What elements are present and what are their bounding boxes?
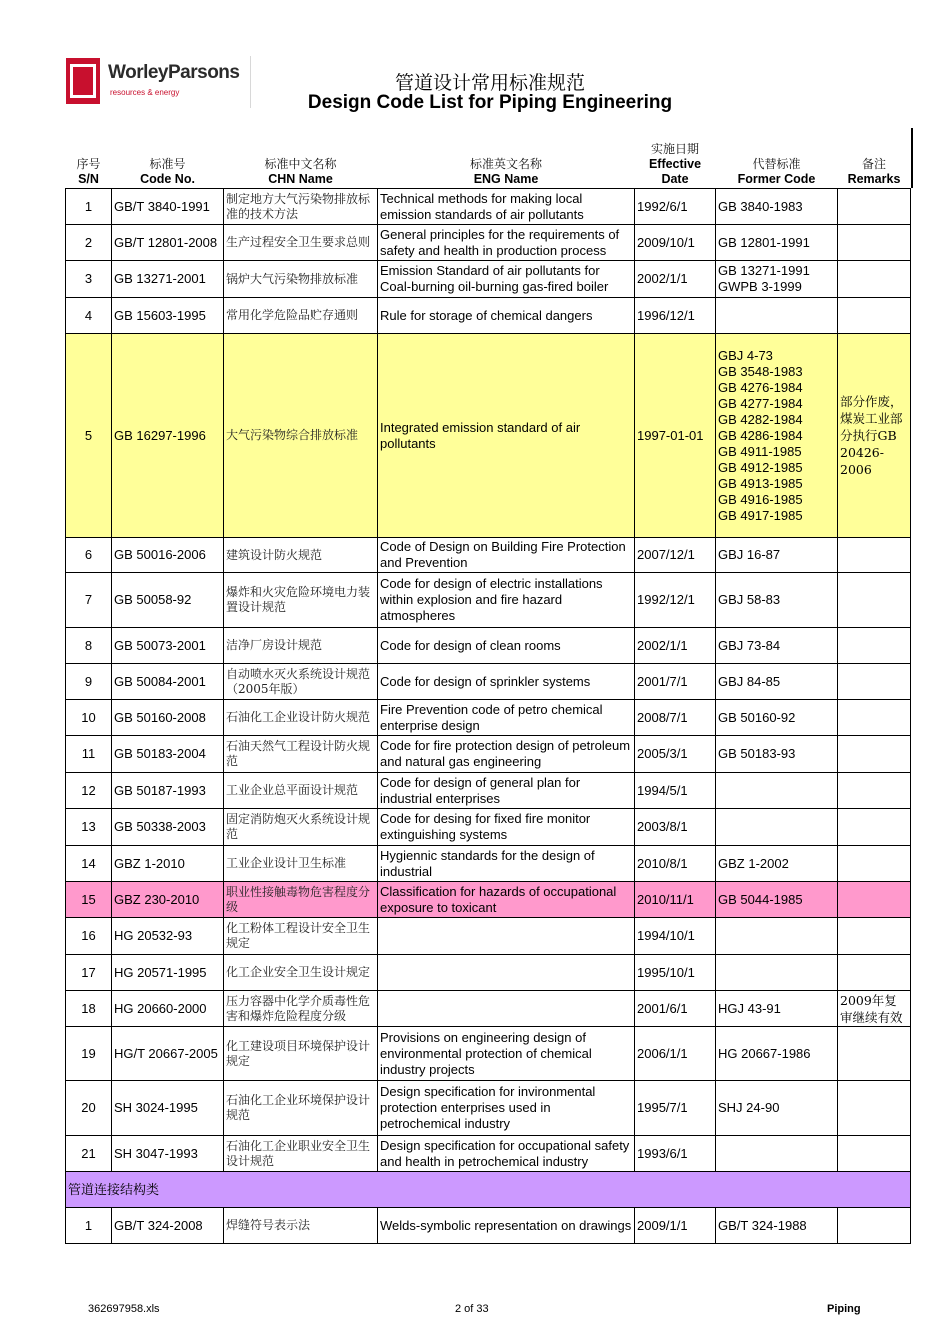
chn-name-cell: 石油化工企业设计防火规范 xyxy=(224,700,378,736)
eng-name-cell: Hygiennic standards for the design of industrial xyxy=(378,846,635,882)
sn-cell: 18 xyxy=(66,991,112,1027)
remarks-cell xyxy=(838,700,911,736)
table-row xyxy=(66,538,911,573)
remarks-cell xyxy=(838,225,911,261)
remarks-cell xyxy=(838,664,911,700)
date-cell: 2007/12/1 xyxy=(635,538,716,573)
remarks-cell xyxy=(838,1208,911,1244)
remarks-cell xyxy=(838,261,911,298)
header-sn: 序号 S/N xyxy=(76,157,101,186)
former-code-cell: GB/T 324-1988 xyxy=(716,1208,838,1244)
chn-name-cell: 石油化工企业环境保护设计规范 xyxy=(224,1081,378,1136)
former-code-cell: SHJ 24-90 xyxy=(716,1081,838,1136)
former-code-cell: GB 13271-1991 GWPB 3-1999 xyxy=(716,261,838,298)
footer-filename: 362697958.xls xyxy=(88,1303,160,1315)
date-cell: 2009/1/1 xyxy=(635,1208,716,1244)
date-cell: 1995/10/1 xyxy=(635,955,716,991)
remarks-cell xyxy=(838,882,911,918)
table-row xyxy=(66,918,911,955)
date-cell: 2006/1/1 xyxy=(635,1027,716,1081)
former-code-cell: GBZ 1-2002 xyxy=(716,846,838,882)
sn-cell: 14 xyxy=(66,846,112,882)
sn-cell: 20 xyxy=(66,1081,112,1136)
header-former-code: 代替标准 Former Code xyxy=(737,157,816,186)
sn-cell: 6 xyxy=(66,538,112,573)
eng-name-cell: Design specification for occupational safety and health in petrochemical industry xyxy=(378,1136,635,1172)
header-eng-name: 标准英文名称 ENG Name xyxy=(469,157,542,186)
eng-name-cell: Code for design of electric installations within explosion and fire hazard atmospheres xyxy=(378,573,635,628)
eng-name-cell: Integrated emission standard of air pollutants xyxy=(378,334,635,538)
sn-cell: 1 xyxy=(66,1208,112,1244)
chn-name-cell: 洁净厂房设计规范 xyxy=(224,628,378,664)
table-row xyxy=(66,846,911,882)
date-cell: 2005/3/1 xyxy=(635,736,716,773)
eng-name-cell: Emission Standard of air pollutants for Coal-burning oil-burning gas-fired boiler xyxy=(378,261,635,298)
table-row xyxy=(66,1027,911,1081)
eng-name-cell xyxy=(378,991,635,1027)
remarks-cell xyxy=(838,538,911,573)
code-cell: GBZ 230-2010 xyxy=(112,882,224,918)
table-row xyxy=(66,298,911,334)
former-code-cell xyxy=(716,773,838,809)
sn-cell: 17 xyxy=(66,955,112,991)
header-chn-name: 标准中文名称 CHN Name xyxy=(264,157,337,186)
remarks-cell xyxy=(838,189,911,225)
chn-name-cell: 制定地方大气污染物排放标准的技术方法 xyxy=(224,189,378,225)
remarks-cell xyxy=(838,736,911,773)
sn-cell: 3 xyxy=(66,261,112,298)
eng-name-cell: Fire Prevention code of petro chemical enterprise design xyxy=(378,700,635,736)
former-code-cell: GBJ 16-87 xyxy=(716,538,838,573)
eng-name-cell: Code for desing for fixed fire monitor extinguishing systems xyxy=(378,809,635,846)
code-cell: GB/T 3840-1991 xyxy=(112,189,224,225)
remarks-cell xyxy=(838,918,911,955)
sn-cell: 5 xyxy=(66,334,112,538)
former-code-cell xyxy=(716,809,838,846)
code-cell: GB 13271-2001 xyxy=(112,261,224,298)
chn-name-cell: 石油化工企业职业安全卫生设计规范 xyxy=(224,1136,378,1172)
remarks-cell xyxy=(838,628,911,664)
date-cell: 2010/8/1 xyxy=(635,846,716,882)
code-cell: GB/T 324-2008 xyxy=(112,1208,224,1244)
table-row xyxy=(66,955,911,991)
code-cell: HG 20532-93 xyxy=(112,918,224,955)
table-row xyxy=(66,736,911,773)
eng-name-cell: Provisions on engineering design of environmental protection of chemical industry projects xyxy=(378,1027,635,1081)
table-row xyxy=(66,1208,911,1244)
date-cell: 2001/6/1 xyxy=(635,991,716,1027)
date-cell: 2002/1/1 xyxy=(635,628,716,664)
former-code-cell: GB 50183-93 xyxy=(716,736,838,773)
eng-name-cell: Code for design of sprinkler systems xyxy=(378,664,635,700)
eng-name-cell: Design specification for invironmental protection enterprises used in petrochemical industry xyxy=(378,1081,635,1136)
chn-name-cell: 锅炉大气污染物排放标准 xyxy=(224,261,378,298)
remarks-cell xyxy=(838,955,911,991)
eng-name-cell: Welds-symbolic representation on drawings xyxy=(378,1208,635,1244)
former-code-cell xyxy=(716,298,838,334)
date-cell: 1995/7/1 xyxy=(635,1081,716,1136)
table-row xyxy=(66,225,911,261)
table-row xyxy=(66,189,911,225)
table-header-row xyxy=(66,131,911,189)
date-cell: 2002/1/1 xyxy=(635,261,716,298)
table-row xyxy=(66,334,911,538)
date-cell: 1996/12/1 xyxy=(635,298,716,334)
chn-name-cell: 生产过程安全卫生要求总则 xyxy=(224,225,378,261)
table-row xyxy=(66,991,911,1027)
table-row xyxy=(66,809,911,846)
table-body xyxy=(66,189,911,1244)
chn-name-cell: 化工企业安全卫生设计规定 xyxy=(224,955,378,991)
code-cell: HG 20660-2000 xyxy=(112,991,224,1027)
table-row xyxy=(66,882,911,918)
header-effective-date: 实施日期 Effective Date xyxy=(648,142,702,186)
chn-name-cell: 工业企业设计卫生标准 xyxy=(224,846,378,882)
date-cell: 1992/12/1 xyxy=(635,573,716,628)
eng-name-cell: Technical methods for making local emission standards of air pollutants xyxy=(378,189,635,225)
code-cell: GB 50160-2008 xyxy=(112,700,224,736)
code-cell: GB 50187-1993 xyxy=(112,773,224,809)
table-row xyxy=(66,664,911,700)
eng-name-cell: Classification for hazards of occupational exposure to toxicant xyxy=(378,882,635,918)
logo-name: WorleyParsons xyxy=(108,62,240,83)
date-cell: 2009/10/1 xyxy=(635,225,716,261)
remarks-cell xyxy=(838,298,911,334)
former-code-cell: GBJ 4-73 GB 3548-1983 GB 4276-1984 GB 4277-1984 GB 4282-1984 GB 4286-1984 GB 4911-1985 GB 4912-1985 GB 4913-1985 GB 4916-1985 GB 4917-1985 xyxy=(716,334,838,538)
former-code-cell: GBJ 58-83 xyxy=(716,573,838,628)
sn-cell: 13 xyxy=(66,809,112,846)
remarks-cell xyxy=(838,846,911,882)
remarks-cell: 部分作废，煤炭工业部分执行GB 20426-2006 xyxy=(838,334,911,538)
date-cell: 1994/5/1 xyxy=(635,773,716,809)
table-row xyxy=(66,573,911,628)
header-remarks: 备注 Remarks xyxy=(847,157,901,186)
eng-name-cell xyxy=(378,918,635,955)
sn-cell: 10 xyxy=(66,700,112,736)
remarks-cell: 2009年复审继续有效 xyxy=(838,991,911,1027)
code-cell: GB 50058-92 xyxy=(112,573,224,628)
footer-sheet-name: Piping xyxy=(827,1303,861,1315)
sn-cell: 8 xyxy=(66,628,112,664)
sn-cell: 19 xyxy=(66,1027,112,1081)
date-cell: 2001/7/1 xyxy=(635,664,716,700)
code-cell: GBZ 1-2010 xyxy=(112,846,224,882)
code-cell: HG 20571-1995 xyxy=(112,955,224,991)
chn-name-cell: 建筑设计防火规范 xyxy=(224,538,378,573)
date-cell: 2010/11/1 xyxy=(635,882,716,918)
eng-name-cell: General principles for the requirements of safety and health in production process xyxy=(378,225,635,261)
code-cell: GB 50073-2001 xyxy=(112,628,224,664)
sn-cell: 2 xyxy=(66,225,112,261)
sn-cell: 9 xyxy=(66,664,112,700)
code-cell: GB 50183-2004 xyxy=(112,736,224,773)
eng-name-cell: Code of Design on Building Fire Protection and Prevention xyxy=(378,538,635,573)
code-cell: GB 15603-1995 xyxy=(112,298,224,334)
eng-name-cell: Code for design of clean rooms xyxy=(378,628,635,664)
sn-cell: 15 xyxy=(66,882,112,918)
sn-cell: 1 xyxy=(66,189,112,225)
remarks-cell xyxy=(838,773,911,809)
chn-name-cell: 固定消防炮灭火系统设计规范 xyxy=(224,809,378,846)
table-row xyxy=(66,261,911,298)
date-cell: 2008/7/1 xyxy=(635,700,716,736)
page-title-chinese: 管道设计常用标准规范 xyxy=(394,72,585,94)
code-cell: GB 50084-2001 xyxy=(112,664,224,700)
logo-tagline: resources & energy xyxy=(110,88,180,97)
chn-name-cell: 焊缝符号表示法 xyxy=(224,1208,378,1244)
table-row xyxy=(66,773,911,809)
remarks-cell xyxy=(838,1081,911,1136)
table-row xyxy=(66,1081,911,1136)
date-cell: 1997-01-01 xyxy=(635,334,716,538)
code-cell: GB 50016-2006 xyxy=(112,538,224,573)
chn-name-cell: 压力容器中化学介质毒性危害和爆炸危险程度分级 xyxy=(224,991,378,1027)
date-cell: 2003/8/1 xyxy=(635,809,716,846)
former-code-cell: GBJ 84-85 xyxy=(716,664,838,700)
chn-name-cell: 化工粉体工程设计安全卫生规定 xyxy=(224,918,378,955)
remarks-cell xyxy=(838,1027,911,1081)
section-label: 管道连接结构类 xyxy=(66,1172,911,1208)
chn-name-cell: 石油天然气工程设计防火规范 xyxy=(224,736,378,773)
sn-cell: 11 xyxy=(66,736,112,773)
remarks-cell xyxy=(838,573,911,628)
former-code-cell: GBJ 73-84 xyxy=(716,628,838,664)
remarks-cell xyxy=(838,809,911,846)
chn-name-cell: 职业性接触毒物危害程度分级 xyxy=(224,882,378,918)
footer-page-number: 2 of 33 xyxy=(455,1303,489,1315)
code-cell: SH 3024-1995 xyxy=(112,1081,224,1136)
sn-cell: 16 xyxy=(66,918,112,955)
chn-name-cell: 常用化学危险品贮存通则 xyxy=(224,298,378,334)
sn-cell: 12 xyxy=(66,773,112,809)
chn-name-cell: 工业企业总平面设计规范 xyxy=(224,773,378,809)
table-row xyxy=(66,628,911,664)
chn-name-cell: 大气污染物综合排放标准 xyxy=(224,334,378,538)
remarks-cell xyxy=(838,1136,911,1172)
date-cell: 1992/6/1 xyxy=(635,189,716,225)
code-cell: HG/T 20667-2005 xyxy=(112,1027,224,1081)
eng-name-cell: Code for design of general plan for industrial enterprises xyxy=(378,773,635,809)
former-code-cell xyxy=(716,918,838,955)
code-cell: SH 3047-1993 xyxy=(112,1136,224,1172)
code-cell: GB/T 12801-2008 xyxy=(112,225,224,261)
table-row xyxy=(66,1136,911,1172)
eng-name-cell: Rule for storage of chemical dangers xyxy=(378,298,635,334)
former-code-cell: HGJ 43-91 xyxy=(716,991,838,1027)
former-code-cell: GB 5044-1985 xyxy=(716,882,838,918)
code-cell: GB 16297-1996 xyxy=(112,334,224,538)
section-header-row xyxy=(66,1172,911,1208)
page-title-english: Design Code List for Piping Engineering xyxy=(307,92,673,113)
sn-cell: 21 xyxy=(66,1136,112,1172)
date-cell: 1993/6/1 xyxy=(635,1136,716,1172)
former-code-cell xyxy=(716,1136,838,1172)
former-code-cell: GB 12801-1991 xyxy=(716,225,838,261)
former-code-cell: GB 50160-92 xyxy=(716,700,838,736)
former-code-cell xyxy=(716,955,838,991)
sn-cell: 7 xyxy=(66,573,112,628)
chn-name-cell: 自动喷水灭火系统设计规范（2005年版） xyxy=(224,664,378,700)
code-list-table xyxy=(65,131,911,1244)
header-code-no: 标准号 Code No. xyxy=(140,157,195,186)
former-code-cell: GB 3840-1983 xyxy=(716,189,838,225)
sn-cell: 4 xyxy=(66,298,112,334)
table-row xyxy=(66,700,911,736)
former-code-cell: HG 20667-1986 xyxy=(716,1027,838,1081)
code-cell: GB 50338-2003 xyxy=(112,809,224,846)
date-cell: 1994/10/1 xyxy=(635,918,716,955)
chn-name-cell: 化工建设项目环境保护设计规定 xyxy=(224,1027,378,1081)
chn-name-cell: 爆炸和火灾危险环境电力装置设计规范 xyxy=(224,573,378,628)
eng-name-cell xyxy=(378,955,635,991)
header-right-border xyxy=(911,128,913,188)
eng-name-cell: Code for fire protection design of petroleum and natural gas engineering xyxy=(378,736,635,773)
